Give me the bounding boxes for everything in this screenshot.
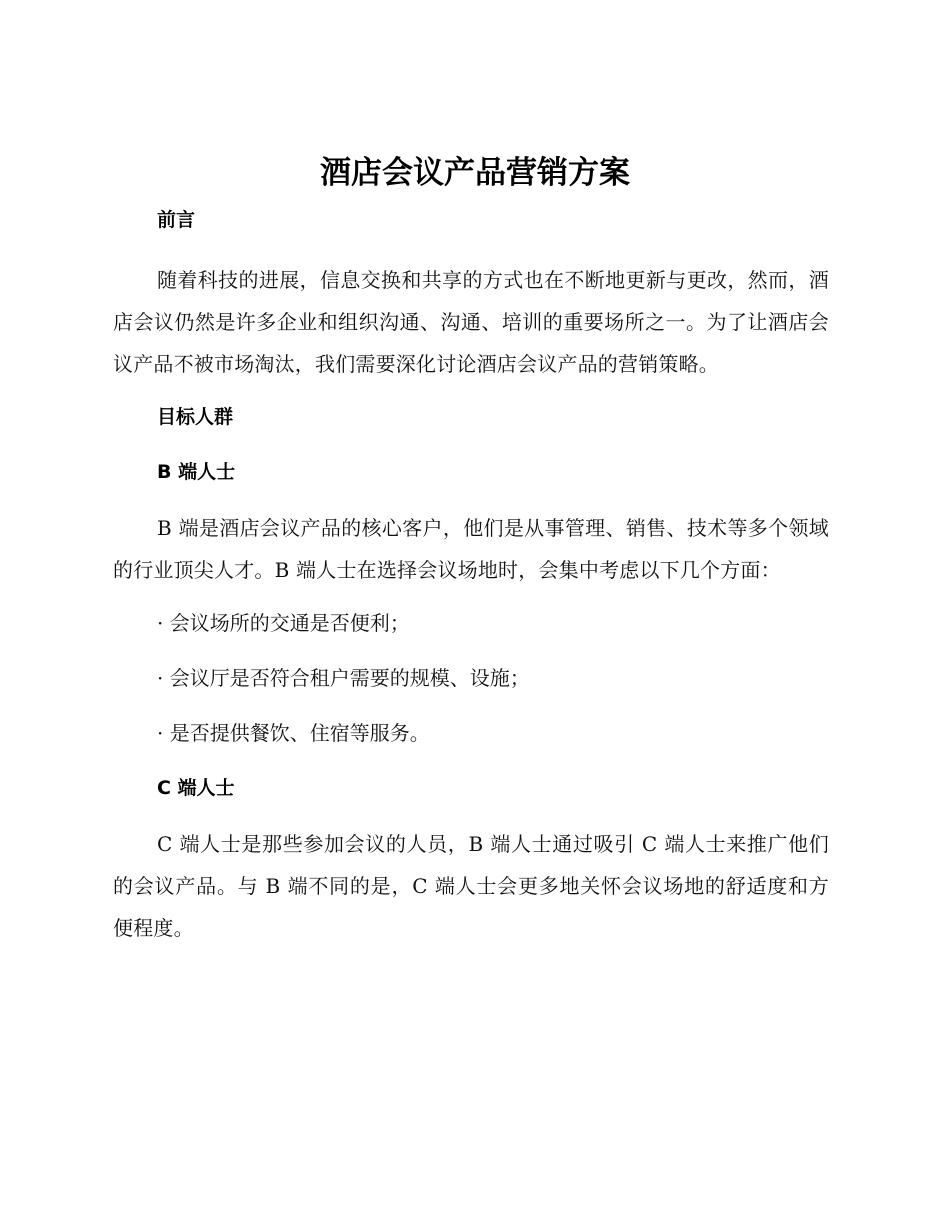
section-heading-target: 目标人群: [157, 406, 234, 428]
section-heading-c-end: C 端人士: [157, 777, 235, 799]
paragraph-b-end: B 端是酒店会议产品的核心客户，他们是从事管理、销售、技术等多个领域的行业顶尖人才。B 端人士在选择会议场地时，会集中考虑以下几个方面：: [113, 516, 829, 582]
paragraph-preface: 随着科技的进展，信息交换和共享的方式也在不断地更新与更改，然而，酒店会议仍然是许多企业和组织沟通、沟通、培训的重要场所之一。为了让酒店会议产品不被市场淘汰，我们需要深化讨论酒店会议产品的营销策略。: [113, 268, 829, 376]
bullet-item-services: · 是否提供餐饮、住宿等服务。: [157, 721, 430, 745]
document-title: 酒店会议产品营销方案: [320, 155, 630, 191]
bullet-item-hall-size: · 会议厅是否符合租户需要的规模、设施；: [157, 666, 530, 690]
section-heading-preface: 前言: [157, 209, 196, 231]
paragraph-c-end: C 端人士是那些参加会议的人员，B 端人士通过吸引 C 端人士来推广他们的会议产品。与 B 端不同的是，C 端人士会更多地关怀会议场地的舒适度和方便程度。: [113, 832, 829, 940]
section-heading-b-end: B 端人士: [157, 461, 236, 483]
document-body: [113, 200, 829, 961]
bullet-item-transport: · 会议场所的交通是否便利；: [157, 611, 410, 635]
